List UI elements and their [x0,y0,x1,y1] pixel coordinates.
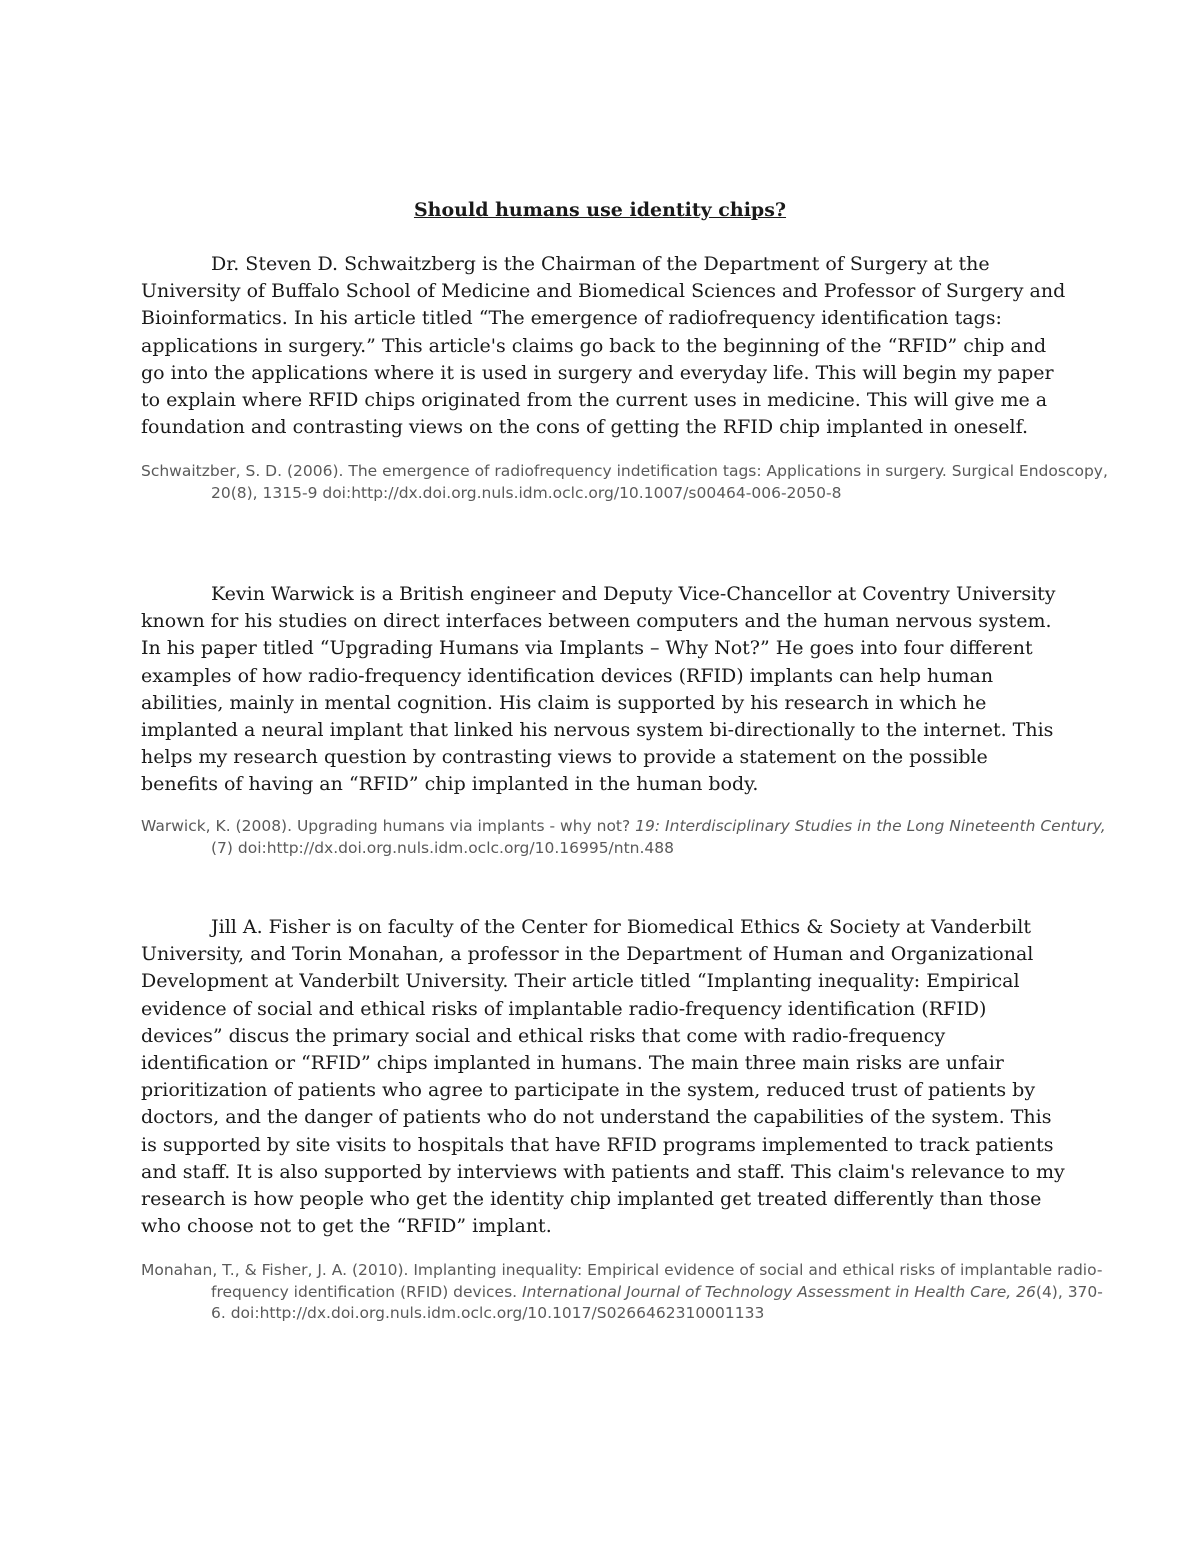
annotation-paragraph-2: Kevin Warwick is a British engineer and Deputy Vice-Chancellor at Coventry University known for his studies on direct interfaces between computers and the human nervous system. In his paper titled “Upgrading Humans via Implants – Why Not?” He goes into four different examples of how radio-frequency identification devices (RFID) implants can help human abilities, mainly in mental cognition. His claim is supported by his research in which he implanted a neural implant that linked his nervous system bi-directionally to the internet. This helps my research question by contrasting views to provide a statement on the possible benefits of having an “RFID” chip implanted in the human body. [141,583,1056,796]
annotation-paragraph-1: Dr. Steven D. Schwaitzberg is the Chairman of the Department of Surgery at the University of Buffalo School of Medicine and Biomedical Sciences and Professor of Surgery and Bioinformatics. In his article titled “The emergence of radiofrequency identification tags: applications in surgery.” This article's claims go back to the beginning of the “RFID” chip and go into the applications where it is used in surgery and everyday life. This will begin my paper to explain where RFID chips originated from the current uses in medicine. This will give me a foundation and contrasting views on the cons of getting the RFID chip implanted in oneself. [141,253,1066,439]
citation-3-doi: (4), 370-6. doi:http://dx.doi.org.nuls.idm.oclc.org/10.1017/S0266462310001133 [211,1282,1103,1322]
citation-2 [141,816,1111,859]
document-title: Should humans use identity chips? [413,199,787,221]
citation-2-journal: 19: Interdisciplinary Studies in the Long Nineteenth Century, [635,817,1106,835]
annotation-paragraph-3: Jill A. Fisher is on faculty of the Center for Biomedical Ethics & Society at Vanderbilt University, and Torin Monahan, a professor in the Department of Human and Organizational Development at Vanderbilt University. Their article titled “Implanting inequality: Empirical evidence of social and ethical risks of implantable radio-frequency identification (RFID) devices” discus the primary social and ethical risks that come with radio-frequency identification or “RFID” chips implanted in humans. The main three main risks are unfair prioritization of patients who agree to participate in the system, reduced trust of patients by doctors, and the danger of patients who do not understand the capabilities of the system. This is supported by site visits to hospitals that have RFID programs implemented to track patients and staff. It is also supported by interviews with patients and staff. This claim's relevance to my research is how people who get the identity chip implanted get treated differently than those who choose not to get the “RFID” implant. [141,916,1065,1238]
citation-3 [141,1260,1111,1325]
citation-3-text: Monahan, T., & Fisher, J. A. (2010). Implanting inequality: Empirical evidence of social and ethical risks of implantable radio-frequency identification (RFID) devices. [141,1261,1103,1301]
citation-1 [141,461,1111,504]
citation-3-journal: International Journal of Technology Assessment in Health Care, 26 [522,1282,1036,1301]
citation-2-text: Warwick, K. (2008). Upgrading humans via implants - why not? [141,817,636,835]
citation-1-text: Schwaitzber, S. D. (2006). The emergence of radiofrequency indetification tags: Applications in surgery. Surgical Endoscopy, 20(8), 1315-9 doi:http://dx.doi.org.nuls.idm.oclc.org/10.1007/s00464-006-2050-8 [141,462,1108,502]
citation-2-doi: (7) doi:http://dx.doi.org.nuls.idm.oclc.org/10.16995/ntn.488 [211,838,675,857]
